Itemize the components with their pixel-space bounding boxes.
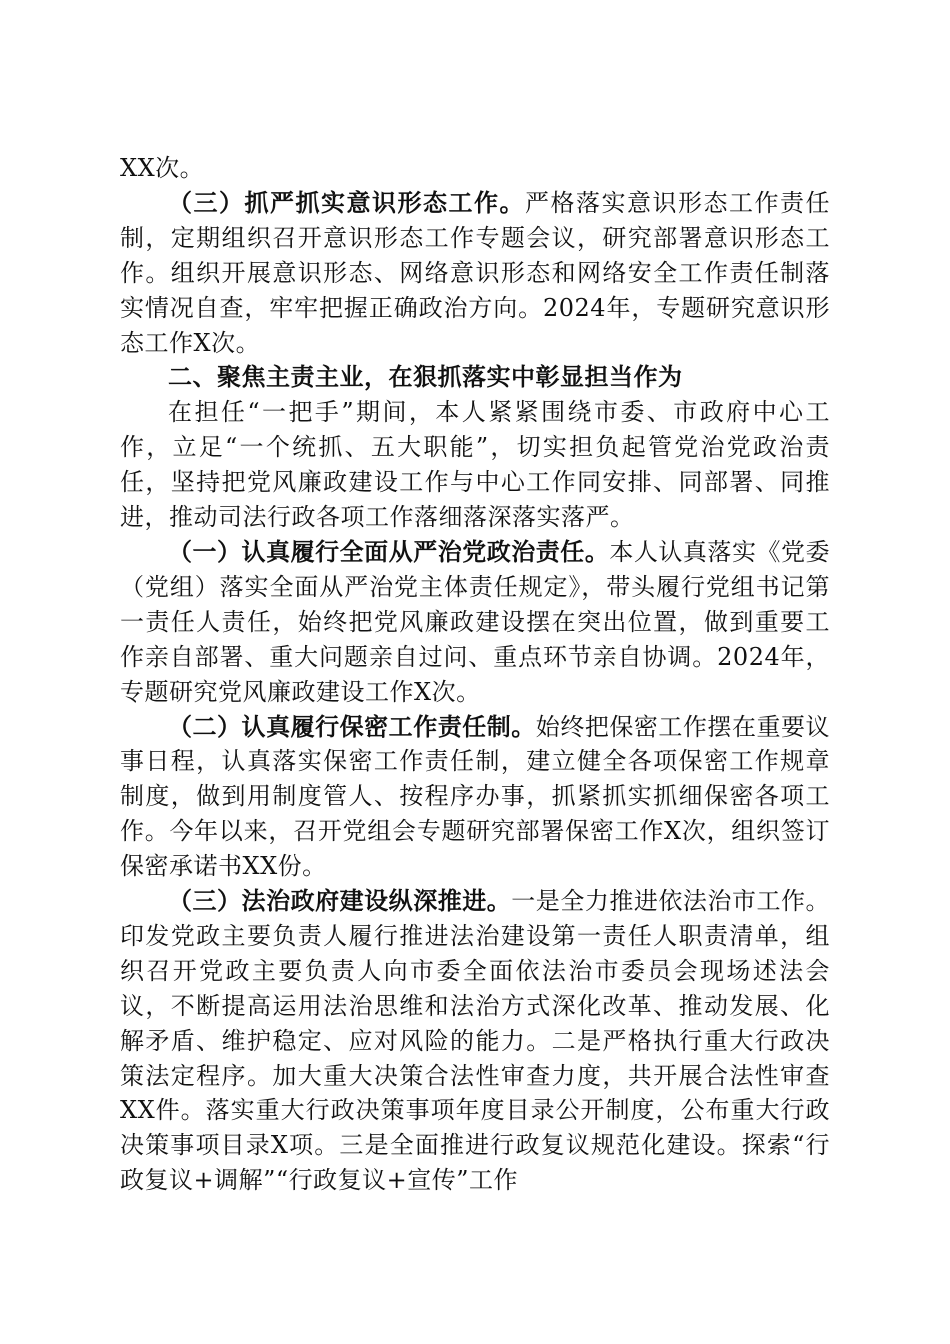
paragraph-lead: （三）抓严抓实意识形态工作。	[168, 187, 525, 217]
paragraph-text: 在担任“一把手”期间，本人紧紧围绕市委、市政府中心工作，立足“一个统抓、五大职能”，切实担负起管党治党政治责任，坚持把党风廉政建设工作与中心工作同安排、同部署、同推进，推动司法行政各项工作落细落深落实落严。	[120, 398, 830, 532]
paragraph-lead: （三）法治政府建设纵深推进。	[168, 886, 512, 916]
paragraph-intro	[120, 395, 830, 535]
section-heading: 二、聚焦主责主业，在狠抓落实中彰显担当作为	[168, 363, 683, 392]
paragraph-ideology-work	[120, 186, 830, 361]
paragraph-body: 严格落实意识形态工作责任制，定期组织召开意识形态工作专题会议，研究部署意识形态工作。组织开展意识形态、网络意识形态和网络安全工作责任制落实情况自查，牢牢把握正确政治方向。2024年，专题研究意识形态工作X次。	[120, 188, 830, 357]
paragraph-body: 本人认真落实《党委（党组）落实全面从严治党主体责任规定》，带头履行党组书记第一责任人责任，始终把党风廉政建设摆在突出位置，做到重要工作亲自部署、重大问题亲自过问、重点环节亲自协调。2024年，专题研究党风廉政建设工作X次。	[120, 537, 831, 706]
paragraph-lead: （一）认真履行全面从严治党政治责任。	[168, 536, 610, 566]
paragraph-body: 一是全力推进依法治市工作。印发党政主要负责人履行推进法治建设第一责任人职责清单，组织召开党政主要负责人向市委全面依法治市委员会现场述法会议，不断提高运用法治思维和法治方式深化改革、推动发展、化解矛盾、维护稳定、应对风险的能力。二是严格执行重大行政决策法定程序。加大重大决策合法性审查力度，共开展合法性审查XX件。落实重大行政决策事项年度目录公开制度，公布重大行政决策事项目录X项。三是全面推进行政复议规范化建设。探索“行政复议+调解”“行政复议+宣传”工作	[120, 887, 831, 1195]
paragraph-lead: （二）认真履行保密工作责任制。	[168, 711, 536, 741]
paragraph-confidentiality	[120, 710, 830, 885]
paragraph-party-discipline	[120, 535, 830, 710]
paragraph-continuation	[120, 151, 830, 186]
paragraph-rule-of-law	[120, 884, 830, 1198]
paragraph-text: XX次。	[120, 154, 205, 182]
paragraph-body: 始终把保密工作摆在重要议事日程，认真落实保密工作责任制，建立健全各项保密工作规章制度，做到用制度管人、按程序办事，抓紧抓实抓细保密各项工作。今年以来，召开党组会专题研究部署保密工作X次，组织签订保密承诺书XX份。	[120, 712, 831, 881]
document-body	[120, 151, 830, 1198]
